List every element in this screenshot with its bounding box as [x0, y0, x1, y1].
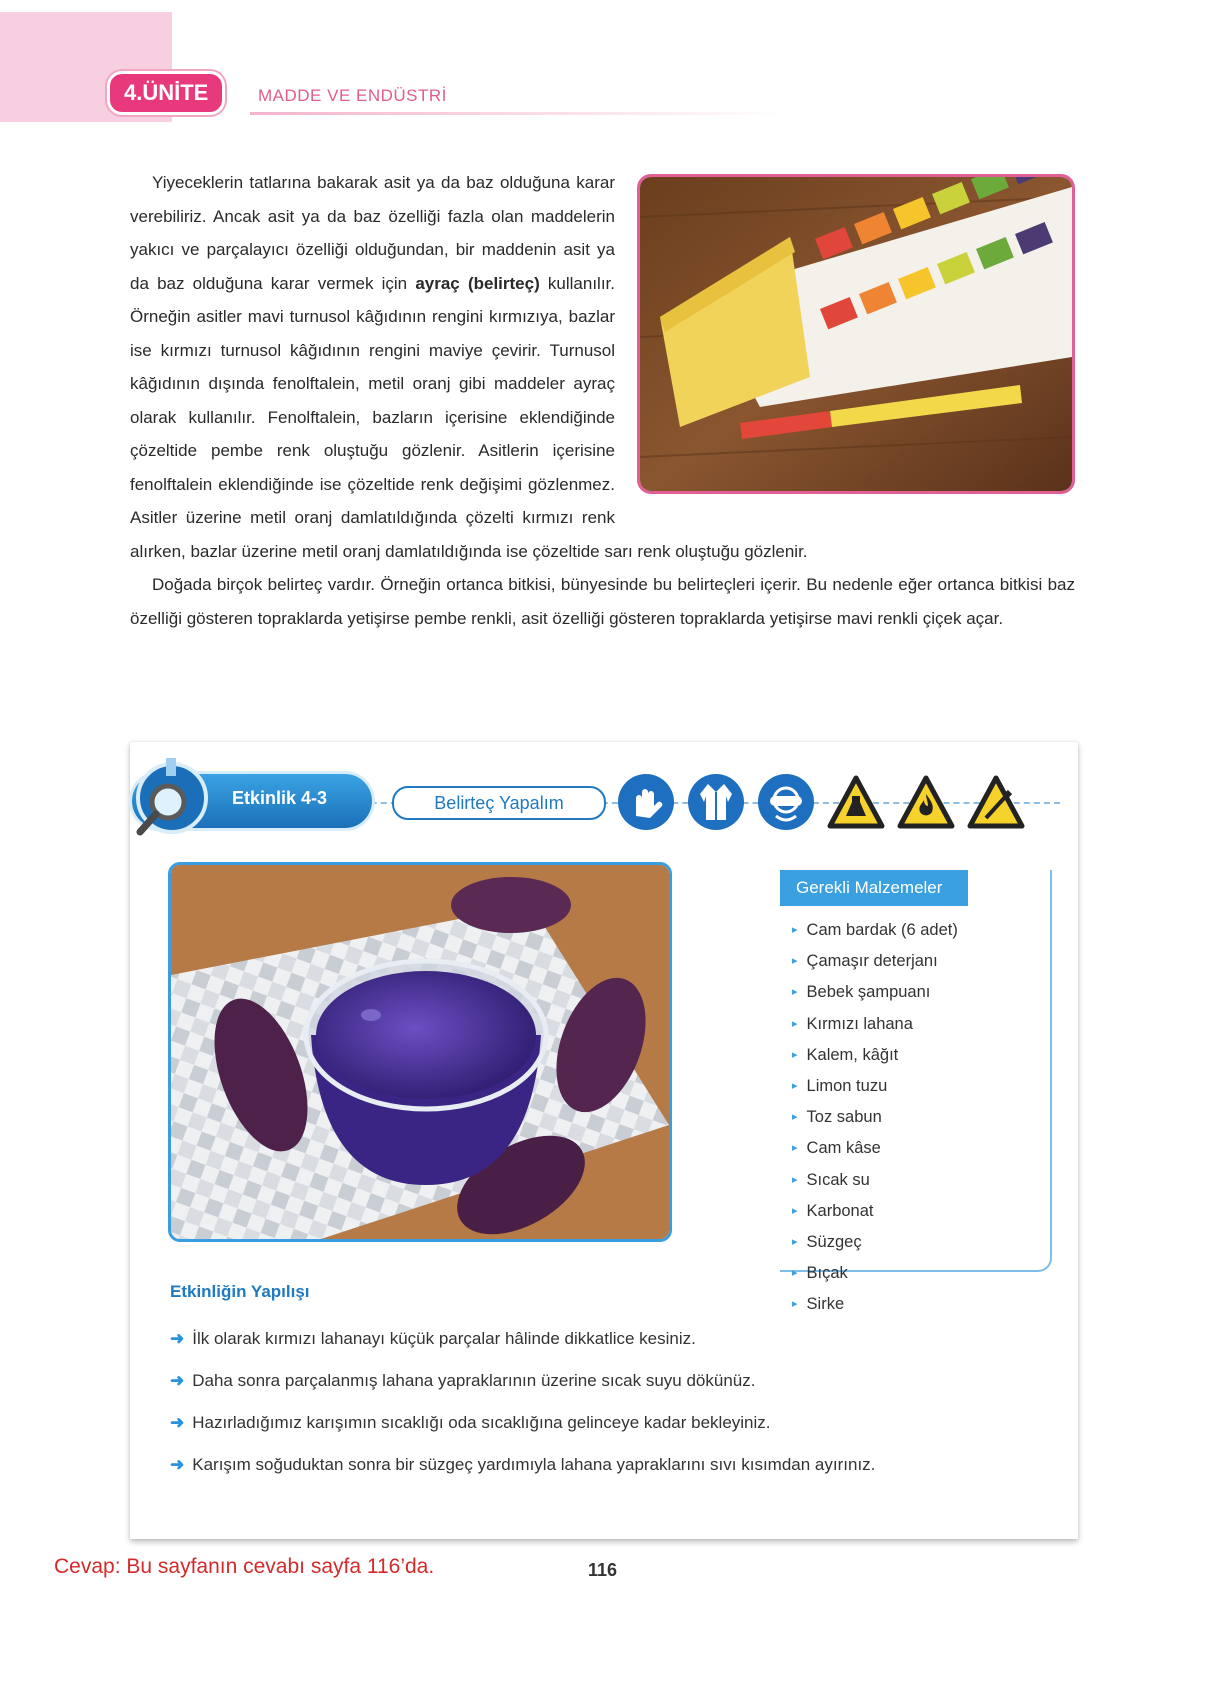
material-item: ▸ Toz sabun — [792, 1103, 958, 1134]
gloves-icon — [616, 772, 676, 832]
intro-text-part: Yiyeceklerin tatlarına bakarak asit ya da baz olduğuna karar verebiliriz. Ancak asit ya da baz özelliği fazla olan maddelerin yakıcı ve parçalayıcı özelliği olduğundan, bir maddenin asit ya da baz olduğuna karar vermek için — [130, 173, 615, 293]
material-item: ▸ Cam bardak (6 adet) — [792, 916, 958, 947]
activity-box — [130, 742, 1078, 1539]
step-text: Hazırladığımız karışımın sıcaklığı oda sıcaklığına gelinceye kadar bekleyiniz. — [192, 1413, 771, 1432]
intro-paragraph-2: Doğada birçok belirteç vardır. Örneğin ortanca bitkisi, bünyesinde bu belirteçleri içerir. Bu nedenle eğer ortanca bitkisi baz özelliği gösteren topraklarda yetişirse pembe renkli, asit özelliği gösteren topraklarda yetişirse mavi renkli çiçek açar. — [130, 575, 1075, 628]
materials-panel — [780, 870, 1052, 1314]
step-item — [170, 1360, 875, 1402]
unit-title: MADDE VE ENDÜSTRİ — [258, 86, 447, 105]
steps-title: Etkinliğin Yapılışı — [170, 1282, 310, 1301]
step-text: İlk olarak kırmızı lahanayı küçük parçalar hâlinde dikkatlice kesiniz. — [192, 1329, 696, 1348]
header-rule — [250, 112, 790, 115]
answer-footnote: Cevap: Bu sayfanın cevabı sayfa 116’da. — [54, 1555, 435, 1578]
activity-name: Belirteç Yapalım — [392, 786, 606, 820]
chemical-warning-icon — [826, 772, 886, 832]
sharp-object-warning-icon — [966, 772, 1026, 832]
activity-label: Etkinlik 4-3 — [232, 788, 328, 808]
material-item: ▸ Bebek şampuanı — [792, 978, 958, 1009]
material-item: ▸ Sıcak su — [792, 1166, 958, 1197]
arrow-icon: ➜ — [170, 1329, 185, 1348]
arrow-icon: ➜ — [170, 1413, 185, 1432]
steps-list — [170, 1318, 875, 1486]
material-item: ▸ Sirke — [792, 1290, 958, 1321]
material-item: ▸ Süzgeç — [792, 1228, 958, 1259]
material-item: ▸ Cam kâse — [792, 1134, 958, 1165]
magnifier-icon — [126, 754, 212, 844]
page-header — [110, 74, 710, 114]
unit-badge: 4.ÜNİTE — [110, 74, 222, 112]
intro-text — [130, 166, 1075, 635]
step-text: Karışım soğuduktan sonra bir süzgeç yardımıyla lahana yapraklarını sıvı kısımdan ayırınız. — [192, 1455, 876, 1474]
step-item — [170, 1444, 875, 1486]
fire-warning-icon — [896, 772, 956, 832]
material-item: ▸ Kalem, kâğıt — [792, 1041, 958, 1072]
intro-text-part: kullanılır. Örneğin asitler mavi turnusol kâğıdının rengini kırmızıya, bazlar ise kırmızı turnusol kâğıdının rengini maviye çevirir. Turnusol kâğıdının dışında fenolftalein, metil oranj gibi maddeler ayraç olarak kullanılır. Fenolftalein, bazların içerisine eklendiğinde çözeltide pembe renk oluştuğu gözlenir. Asitlerin içerisine fenolftalein eklendiğinde ise çözeltide renk değişimi gözlenmez. Asitler üzerine metil oranj damlatıldığında çözelti kırmızı renk alırken, bazlar üzerine metil oranj damlatıldığında ise çözeltide sarı renk oluştuğu gözlenir. — [130, 273, 808, 561]
litmus-paper-photo — [637, 174, 1075, 494]
lab-coat-icon — [686, 772, 746, 832]
arrow-icon: ➜ — [170, 1371, 185, 1390]
materials-title: Gerekli Malzemeler — [780, 870, 968, 906]
material-item: ▸ Çamaşır deterjanı — [792, 947, 958, 978]
goggles-icon — [756, 772, 816, 832]
step-item — [170, 1402, 875, 1444]
key-term: ayraç (belirteç) — [415, 273, 540, 293]
material-item: ▸ Bıçak — [792, 1259, 958, 1290]
red-cabbage-indicator-photo — [168, 862, 672, 1242]
activity-header-bar — [130, 742, 1078, 852]
step-item — [170, 1318, 875, 1360]
material-item: ▸ Karbonat — [792, 1197, 958, 1228]
material-item: ▸ Limon tuzu — [792, 1072, 958, 1103]
step-text: Daha sonra parçalanmış lahana yapraklarının üzerine sıcak suyu dökünüz. — [192, 1371, 756, 1390]
material-item: ▸ Kırmızı lahana — [792, 1010, 958, 1041]
materials-list — [792, 916, 958, 1322]
arrow-icon: ➜ — [170, 1455, 185, 1474]
page-number: 116 — [588, 1560, 618, 1580]
